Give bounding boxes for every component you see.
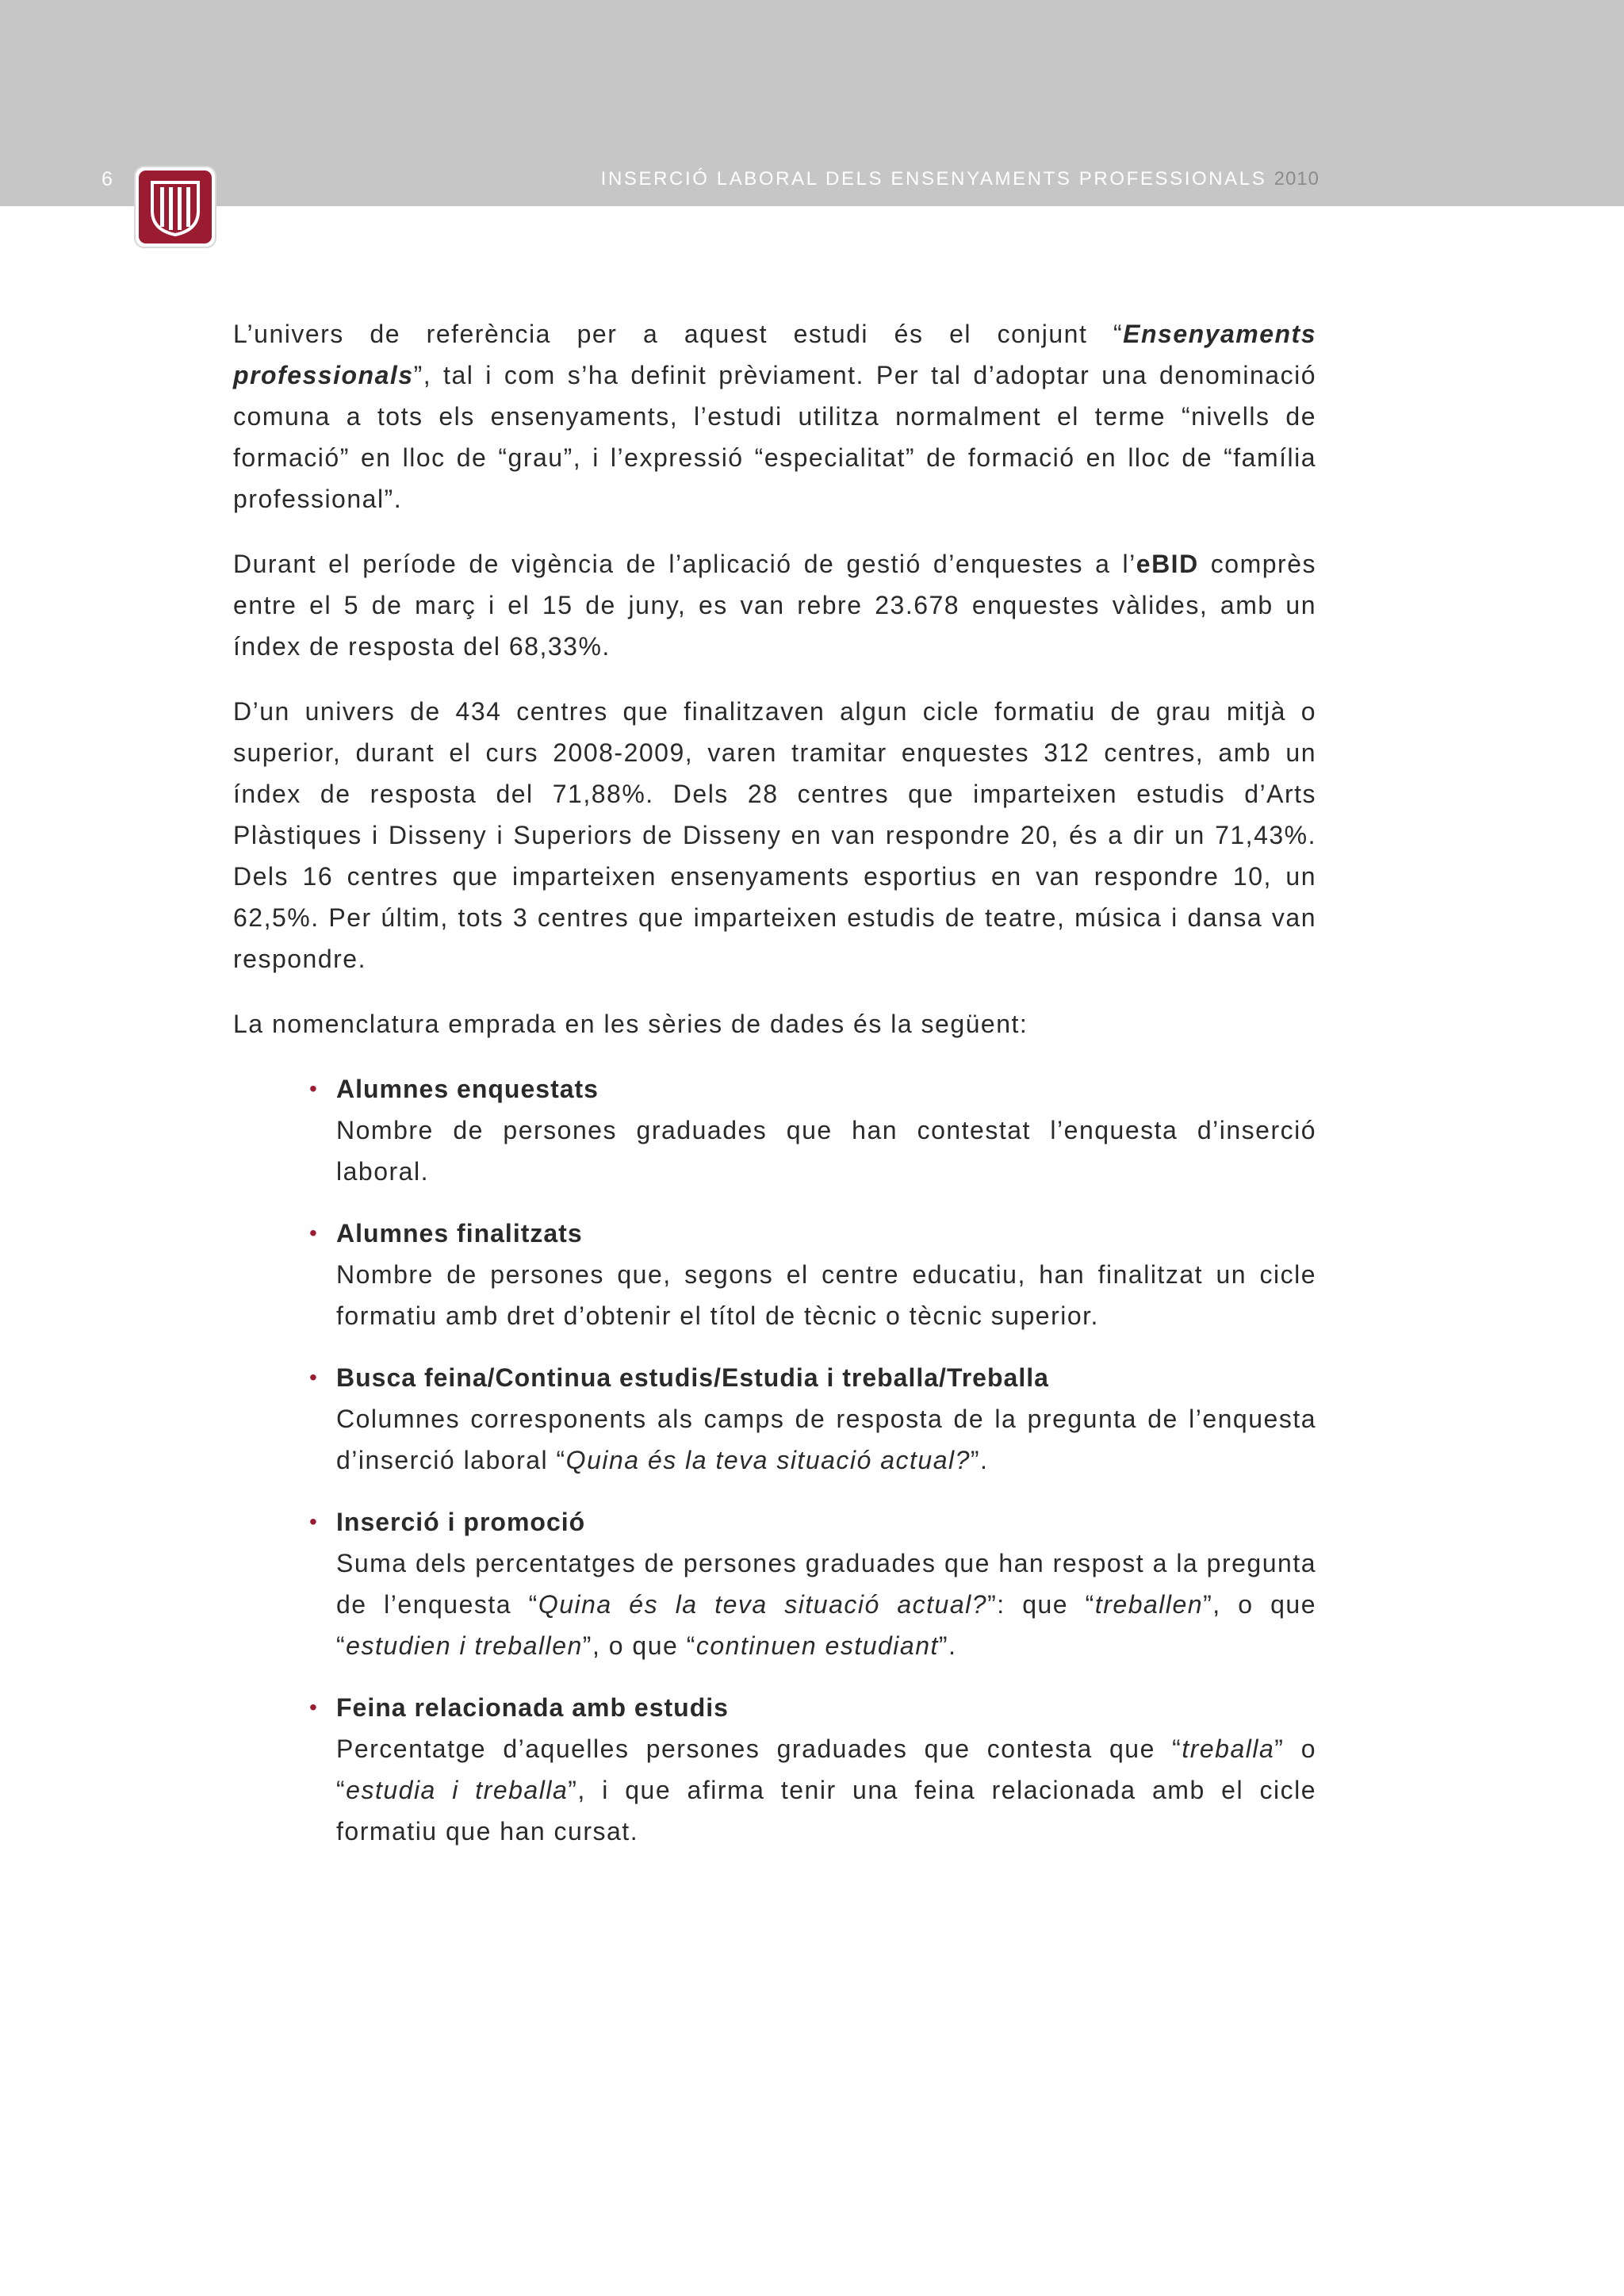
running-header-title (601, 168, 1320, 190)
desc-italic: treballa (1182, 1734, 1275, 1763)
list-item (233, 1213, 1316, 1336)
desc-part: Percentatge d’aquelles persones graduades que contesta que “ (336, 1734, 1182, 1763)
main-content (233, 313, 1316, 1872)
item-term: Busca feina/Continua estudis/Estudia i treballa/Treballa (336, 1363, 1049, 1392)
list-item (233, 1068, 1316, 1192)
header-year: 2010 (1274, 168, 1320, 190)
item-desc (336, 1398, 1316, 1481)
bullet-icon: • (309, 1365, 319, 1389)
p2-text-a: Durant el període de vigència de l’aplicació de gestió d’enquestes a l’ (233, 550, 1136, 578)
desc-italic: Quina és la teva situació actual? (538, 1590, 988, 1619)
desc-part: ”, i que afirma tenir una feina relacionada amb el cicle formatiu que han cursat. (336, 1776, 1317, 1846)
definition-list (233, 1068, 1316, 1852)
header-title-text: INSERCIÓ LABORAL DELS ENSENYAMENTS PROFESSIONALS (600, 168, 1267, 190)
item-term: Alumnes finalitzats (336, 1219, 583, 1248)
desc-part: Columnes corresponents als camps de resposta de la pregunta de l’enquesta d’inserció laboral “ (336, 1405, 1316, 1474)
p2-text-c: comprès entre el 5 de març i el 15 de juny, es van rebre 23.678 enquestes vàlides, amb un índex de resposta del 68,33%. (233, 550, 1316, 661)
desc-part: ”, o que “ (582, 1631, 696, 1660)
item-term: Inserció i promoció (336, 1508, 586, 1536)
bullet-icon: • (309, 1221, 319, 1245)
bullet-icon: • (309, 1509, 319, 1534)
page-number: 6 (102, 168, 113, 190)
desc-italic: continuen estudiant (695, 1631, 939, 1660)
list-item (233, 1357, 1316, 1481)
list-item (233, 1687, 1316, 1852)
desc-part: ”, o que “ (336, 1590, 1317, 1660)
item-desc (336, 1728, 1316, 1852)
paragraph-survey-period (233, 543, 1316, 667)
bullet-icon: • (309, 1076, 319, 1101)
desc-part: ”. (970, 1446, 989, 1474)
p1-text-c: ”, tal i com s’ha definit prèviament. Per tal d’adoptar una denominació comuna a tots els ensenyaments, l’estudi utilitza normalment el terme “nivells de formació” en lloc de “grau”, i l’expressió “especialitat” de formació en lloc de “família professional”. (233, 361, 1316, 513)
list-item (233, 1501, 1316, 1666)
desc-part: ” o “ (336, 1734, 1317, 1804)
item-term: Alumnes enquestats (336, 1075, 599, 1103)
paragraph-centres: D’un univers de 434 centres que finalitzaven algun cicle formatiu de grau mitjà o superior, durant el curs 2008-2009, varen tramitar enquestes 312 centres, amb un índex de resposta del 71,88%. Dels 28 centres que imparteixen estudis d’Arts Plàstiques i Disseny i Superiors de Disseny en van respondre 20, és a dir un 71,43%. Dels 16 centres que imparteixen ensenyaments esportius en van respondre 10, un 62,5%. Per últim, tots 3 centres que imparteixen estudis de teatre, música i dansa van respondre. (233, 697, 1316, 973)
item-desc: Nombre de persones que, segons el centre educatiu, han finalitzat un cicle formatiu amb dret d’obtenir el títol de tècnic o tècnic superior. (336, 1260, 1316, 1330)
paragraph-nomenclature: La nomenclatura emprada en les sèries de dades és la següent: (233, 1010, 1028, 1038)
desc-italic: treballen (1094, 1590, 1204, 1619)
desc-part: Suma dels percentatges de persones graduades que han respost a la pregunta de l’enquesta “ (336, 1549, 1316, 1619)
p1-text-a: L’univers de referència per a aquest estudi és el conjunt “ (233, 320, 1124, 348)
desc-part: ”: que “ (987, 1590, 1095, 1619)
item-desc (336, 1543, 1316, 1666)
desc-italic: Quina és la teva situació actual? (565, 1446, 971, 1474)
item-desc: Nombre de persones graduades que han contestat l’enquesta d’inserció laboral. (336, 1116, 1316, 1186)
item-term: Feina relacionada amb estudis (336, 1693, 729, 1722)
paragraph-universe (233, 313, 1316, 519)
desc-italic: estudien i treballen (346, 1631, 583, 1660)
p2-ebid: eBID (1136, 550, 1199, 578)
desc-italic: estudia i treballa (346, 1776, 569, 1804)
bullet-icon: • (309, 1695, 319, 1719)
p1-emphasis: Ensenyaments professionals (233, 320, 1316, 389)
desc-part: ”. (938, 1631, 957, 1660)
generalitat-emblem-icon (133, 165, 217, 249)
